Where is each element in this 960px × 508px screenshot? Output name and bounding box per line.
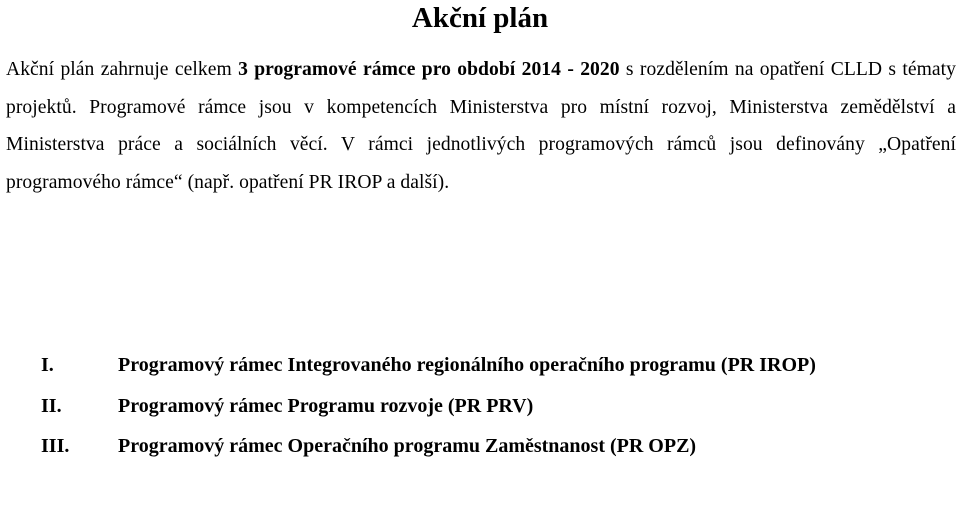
intro-paragraph	[6, 51, 956, 201]
framework-number: II.	[41, 395, 62, 417]
framework-item-opz	[0, 426, 960, 466]
intro-bold-text: 3 programové rámce pro období 2014 - 2020	[238, 59, 620, 80]
intro-text-part1: Akční plán zahrnuje celkem	[6, 59, 239, 80]
framework-text: Programový rámec Integrovaného regionálního operačního programu (PR IROP)	[118, 354, 816, 376]
framework-item-prv	[0, 386, 960, 426]
framework-number: I.	[41, 354, 54, 376]
intro-text-part2: s rozdělením na opatření CLLD s tématy projektů. Programové rámce jsou v kompetencích Ministerstva pro místní rozvoj, Ministerstva zemědělství a Ministerstva práce a sociálních věcí. V rámci jednotlivých programových rámců jsou definovány „Opatření programového rámce“ (např. opatření PR IROP a další).	[6, 59, 956, 193]
framework-number: III.	[41, 435, 70, 457]
frameworks-list	[0, 345, 960, 466]
page-title: Akční plán	[411, 2, 549, 34]
framework-text: Programový rámec Operačního programu Zaměstnanost (PR OPZ)	[118, 435, 697, 457]
framework-item-irop	[0, 345, 960, 386]
framework-text: Programový rámec Programu rozvoje (PR PRV)	[118, 395, 534, 417]
